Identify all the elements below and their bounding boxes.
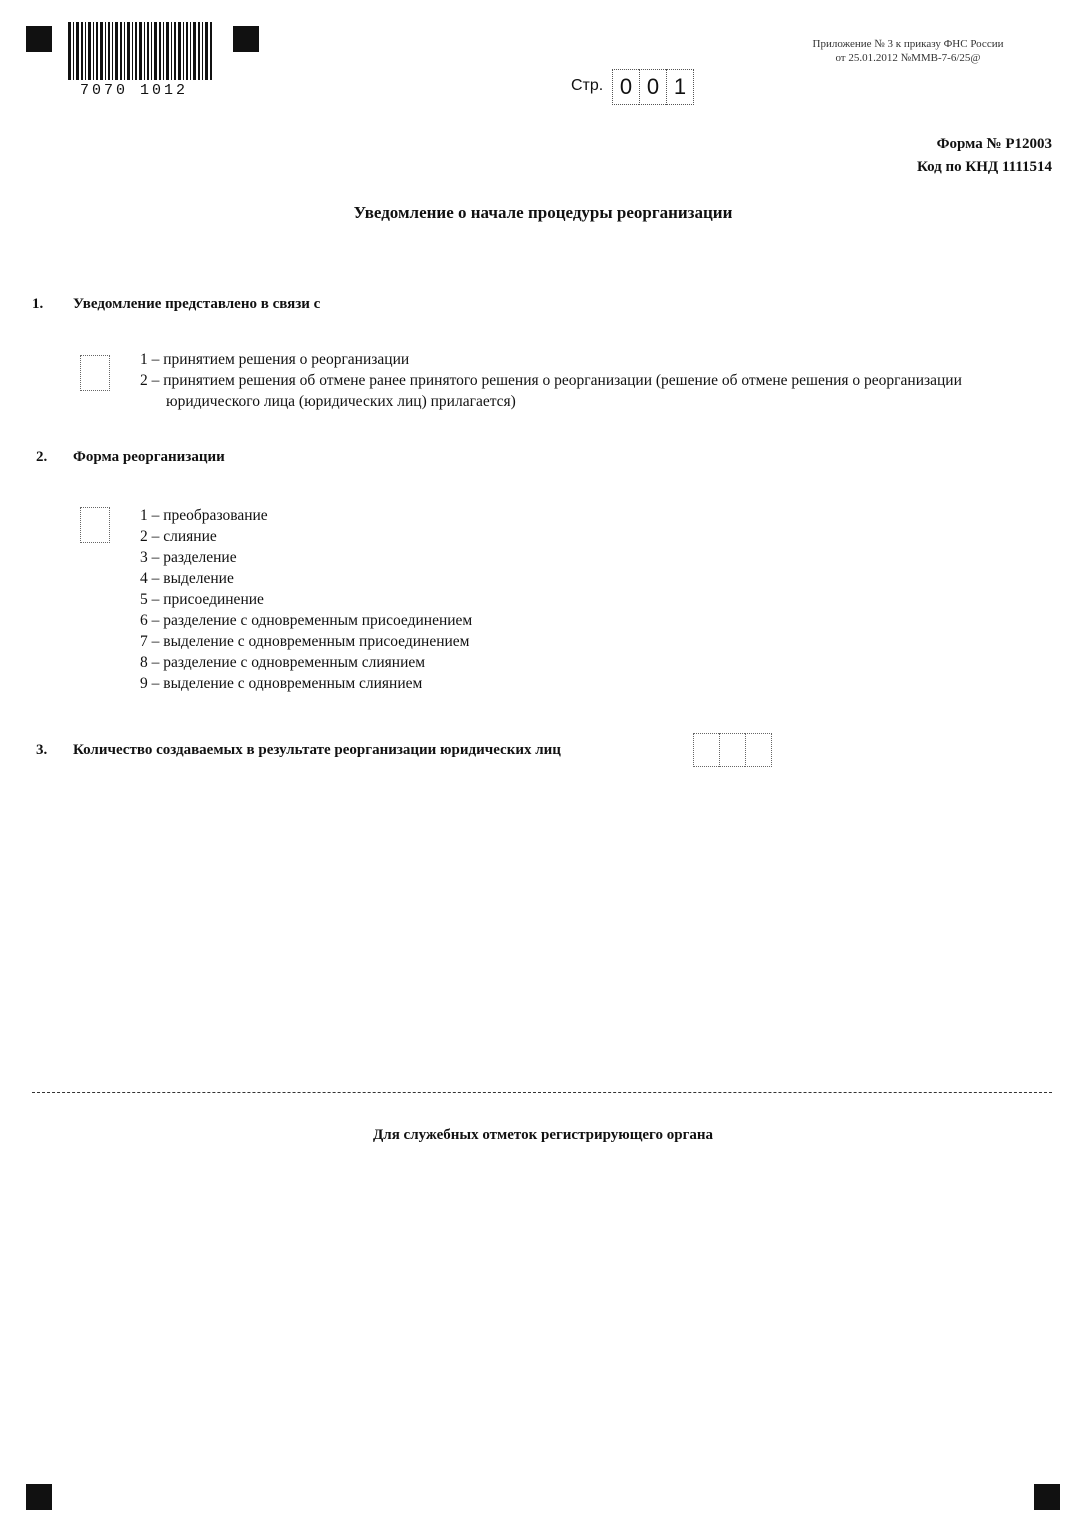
option-item: 1 – преобразование xyxy=(140,507,268,524)
count-digit-cell[interactable] xyxy=(719,733,745,767)
section-1-options xyxy=(140,349,1000,412)
count-digit-cell[interactable] xyxy=(693,733,719,767)
page-digit-cell: 0 xyxy=(639,69,666,105)
option-item: 8 – разделение с одновременным слиянием xyxy=(140,654,426,671)
corner-marker-bottom-right xyxy=(1034,1484,1060,1510)
option-item: 3 – разделение xyxy=(140,549,237,566)
section-2-title: Форма реорганизации xyxy=(73,449,225,465)
section-3-title: Количество создаваемых в результате реорганизации юридических лиц xyxy=(73,742,561,758)
section-2-options xyxy=(140,505,472,694)
cut-line-divider xyxy=(32,1092,1052,1093)
count-digit-cell[interactable] xyxy=(745,733,772,767)
form-number: Форма № Р12003 xyxy=(936,136,1052,152)
page-digit-cell: 0 xyxy=(612,69,639,105)
appendix-line-2: от 25.01.2012 №ММВ-7-6/25@ xyxy=(835,52,981,64)
service-marks-heading: Для служебных отметок регистрирующего органа xyxy=(372,1127,714,1143)
option-item: 6 – разделение с одновременным присоединением xyxy=(140,612,473,629)
section-1-number: 1. xyxy=(32,296,44,312)
corner-marker-bottom-left xyxy=(26,1484,52,1510)
barcode xyxy=(68,22,212,80)
document-title: Уведомление о начале процедуры реорганизации xyxy=(353,203,733,222)
form-identifier xyxy=(917,133,1052,179)
section-3-count-cells[interactable] xyxy=(693,733,772,767)
option-item: 9 – выделение с одновременным слиянием xyxy=(140,675,423,692)
corner-marker-top-center xyxy=(233,26,259,52)
knd-code: Код по КНД 1111514 xyxy=(916,159,1052,175)
section-2-input-box[interactable] xyxy=(80,507,110,543)
section-2-number: 2. xyxy=(36,449,48,465)
option-item: 7 – выделение с одновременным присоединением xyxy=(140,633,470,650)
section-1-title: Уведомление представлено в связи с xyxy=(73,296,321,312)
option-item: 2 – слияние xyxy=(140,528,217,545)
option-item: 5 – присоединение xyxy=(140,591,264,608)
section-1-input-box[interactable] xyxy=(80,355,110,391)
appendix-line-1: Приложение № 3 к приказу ФНС России xyxy=(812,38,1004,50)
barcode-number: 7070 1012 xyxy=(80,82,189,99)
page-number-cells xyxy=(612,69,694,105)
page-digit-cell: 1 xyxy=(666,69,694,105)
option-item: 1 – принятием решения о реорганизации xyxy=(140,351,410,368)
section-3-number: 3. xyxy=(36,742,48,758)
corner-marker-top-left xyxy=(26,26,52,52)
option-item: 4 – выделение xyxy=(140,570,234,587)
page-label: Стр. xyxy=(571,77,604,94)
option-item: 2 – принятием решения об отмене ранее принятого решения о реорганизации (решение об отмене решения о реорганизации юридического лица (юридических лиц) прилагается) xyxy=(140,372,962,410)
appendix-note xyxy=(778,37,1038,65)
